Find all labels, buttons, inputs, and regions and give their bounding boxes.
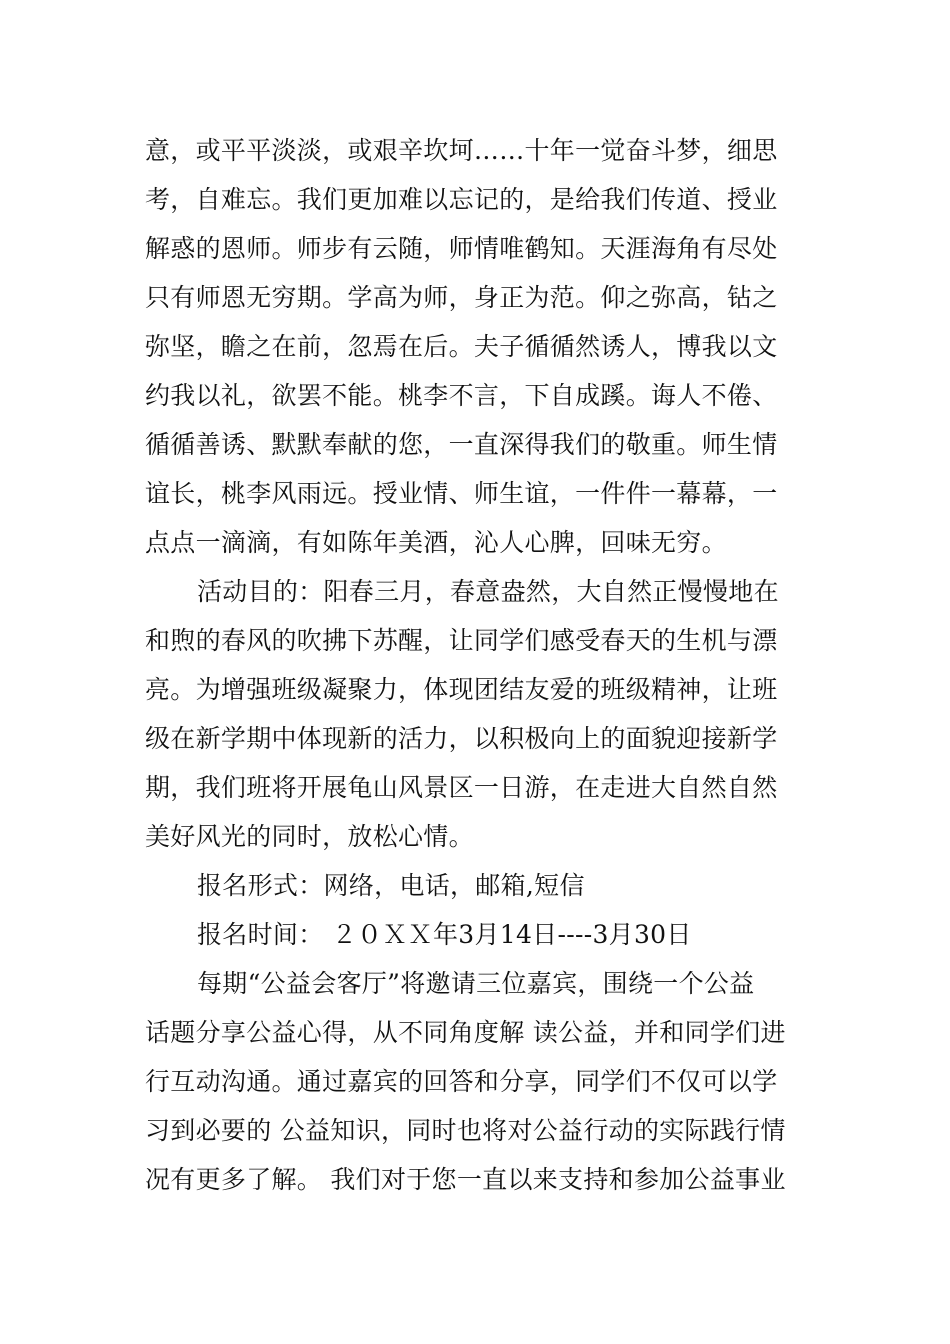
text-line: 只有师恩无穷期。学高为师，身正为范。仰之弥高，钻之: [145, 283, 778, 312]
text-line: 点点一滴滴，有如陈年美酒，沁人心脾，回味无穷。: [145, 528, 727, 557]
text-line: 每期“公益会客厅”将邀请三位嘉宾，围绕一个公益: [197, 969, 755, 998]
text-line: 约我以礼，欲罢不能。桃李不言，下自成蹊。诲人不倦、: [145, 381, 778, 410]
text-line: 行互动沟通。通过嘉宾的回答和分享，同学们不仅可以学: [145, 1067, 778, 1096]
text-line: 话题分享公益心得，从不同角度解 读公益，并和同学们进: [145, 1018, 786, 1047]
text-line: 报名形式：网络，电话，邮箱,短信: [197, 871, 585, 900]
text-line: 和煦的春风的吹拂下苏醒，让同学们感受春天的生机与漂: [145, 626, 778, 655]
text-line: 况有更多了解。 我们对于您一直以来支持和参加公益事业: [145, 1165, 786, 1194]
text-line: 报名时间： ２０ＸＸ年3月14日----3月30日: [197, 920, 692, 949]
text-line: 级在新学期中体现新的活力，以积极向上的面貌迎接新学: [145, 724, 778, 753]
text-line: 考，自难忘。我们更加难以忘记的，是给我们传道、授业: [145, 185, 778, 214]
text-line: 弥坚，瞻之在前，忽焉在后。夫子循循然诱人，博我以文: [145, 332, 778, 361]
text-line: 期，我们班将开展龟山风景区一日游，在走进大自然自然: [145, 773, 778, 802]
text-line: 意，或平平淡淡，或艰辛坎坷……十年一觉奋斗梦，细思: [145, 136, 778, 165]
text-line: 习到必要的 公益知识，同时也将对公益行动的实际践行情: [145, 1116, 786, 1145]
text-line: 谊长，桃李风雨远。授业情、师生谊，一件件一幕幕，一: [145, 479, 778, 508]
text-line: 美好风光的同时，放松心情。: [145, 822, 474, 851]
text-line: 亮。为增强班级凝聚力，体现团结友爱的班级精神，让班: [145, 675, 778, 704]
text-line: 活动目的：阳春三月，春意盎然，大自然正慢慢地在: [197, 577, 779, 606]
text-line: 解惑的恩师。师步有云随，师情唯鹤知。天涯海角有尽处: [145, 234, 778, 263]
text-line: 循循善诱、默默奉献的您，一直深得我们的敬重。师生情: [145, 430, 778, 459]
